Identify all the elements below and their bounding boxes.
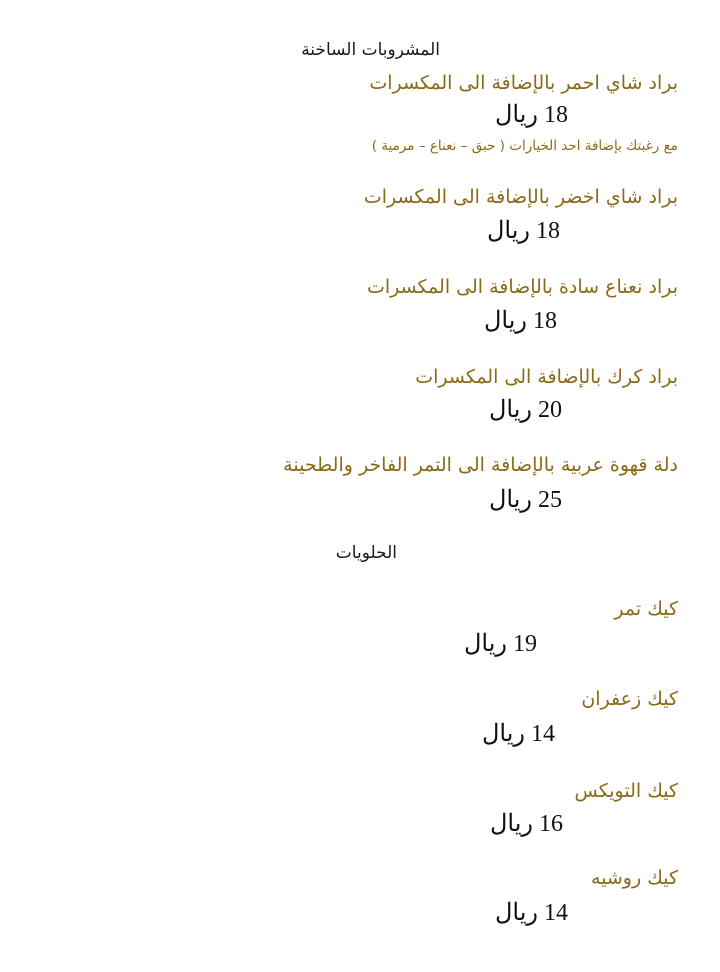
dessert-3-name: كيك التويكس — [574, 780, 678, 802]
hot-drink-1-price: 18 ريال — [494, 102, 568, 128]
hot-drinks-title: المشروبات الساخنة — [301, 40, 440, 60]
dessert-3-price: 16 ريال — [489, 811, 563, 837]
hot-drink-1-name: براد شاي احمر بالإضافة الى المكسرات — [369, 72, 678, 94]
dessert-1-price: 19 ريال — [463, 631, 537, 657]
dessert-4-name: كيك روشيه — [590, 867, 678, 889]
hot-drink-3-name: براد نعناع سادة بالإضافة الى المكسرات — [366, 276, 678, 298]
hot-drink-5-price: 25 ريال — [488, 487, 562, 513]
hot-drink-4-name: براد كرك بالإضافة الى المكسرات — [415, 366, 678, 388]
hot-drink-5-name: دلة قهوة عربية بالإضافة الى التمر الفاخر والطحينة — [283, 454, 678, 476]
desserts-title: الحلويات — [335, 543, 397, 563]
hot-drink-1-note: مع رغبتك بإضافة احد الخيارات ( حبق – نعناع – مرمية ) — [371, 138, 678, 154]
dessert-1-name: كيك تمر — [614, 598, 678, 620]
hot-drink-3-price: 18 ريال — [483, 308, 557, 334]
dessert-2-name: كيك زعفران — [581, 688, 678, 710]
hot-drink-4-price: 20 ريال — [488, 397, 562, 423]
hot-drink-2-price: 18 ريال — [486, 218, 560, 244]
dessert-2-price: 14 ريال — [481, 721, 555, 747]
hot-drink-2-name: براد شاي اخضر بالإضافة الى المكسرات — [363, 186, 678, 208]
dessert-4-price: 14 ريال — [494, 900, 568, 926]
